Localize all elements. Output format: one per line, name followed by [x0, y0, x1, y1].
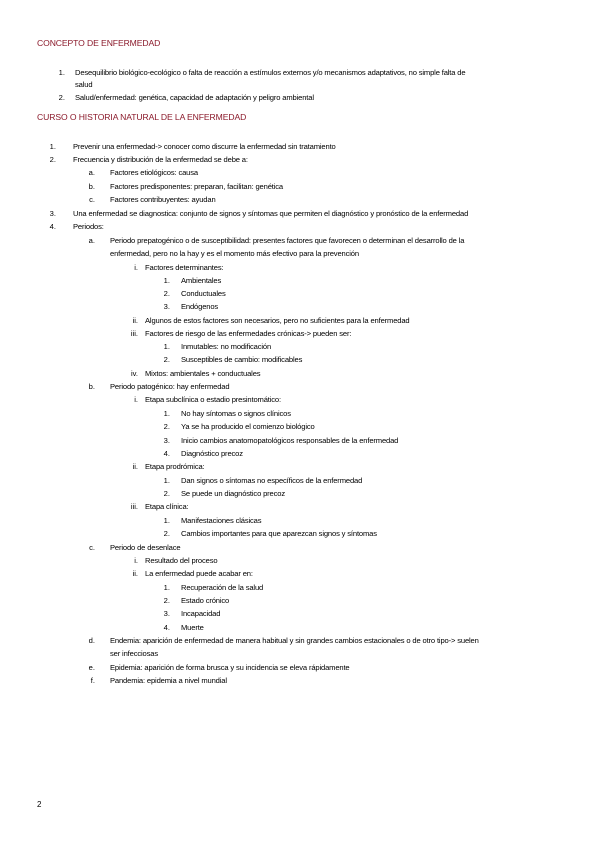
- list-marker: e.: [88, 663, 95, 672]
- list-marker: 2.: [163, 596, 170, 605]
- list-item: Recuperación de la salud: [181, 583, 264, 592]
- list-marker: 2.: [163, 529, 170, 538]
- list-item: Una enfermedad se diagnostica: conjunto de signos y síntomas que permiten el diagnóstico y pronóstico de la enfermedad: [73, 209, 469, 218]
- list-marker: 1.: [163, 516, 170, 525]
- list-item: Endemia: aparición de enfermedad de manera habitual y sin grandes cambios estacionales o de otro tipo-> suelen: [110, 636, 479, 645]
- list-item: Factores contribuyentes: ayudan: [110, 195, 216, 204]
- list-item: Periodos:: [73, 222, 104, 231]
- list-item-continuation: enfermedad, pero no la hay y es el momento más efectivo para la prevención: [110, 249, 359, 258]
- list-marker: iii.: [130, 502, 138, 511]
- list-marker: 1.: [163, 342, 170, 351]
- list-item-continuation: ser infecciosas: [110, 649, 158, 658]
- list-item: Desequilibrio biológico-ecológico o falta de reacción a estímulos externos y/o mecanismos adaptativos, no simple falta de: [75, 68, 466, 77]
- list-item: Dan signos o síntomas no específicos de la enfermedad: [181, 476, 363, 485]
- list-marker: 4.: [163, 449, 170, 458]
- list-marker: 2.: [163, 422, 170, 431]
- list-marker: 2.: [58, 93, 65, 102]
- list-marker: a.: [88, 168, 95, 177]
- list-item: Ya se ha producido el comienzo biológico: [181, 422, 315, 431]
- list-item: Conductuales: [181, 289, 226, 298]
- list-item: Frecuencia y distribución de la enfermedad se debe a:: [73, 155, 248, 164]
- list-item: Etapa prodrómica:: [145, 462, 205, 471]
- list-marker: 4.: [163, 623, 170, 632]
- list-item: Resultado del proceso: [145, 556, 218, 565]
- list-marker: 1.: [163, 583, 170, 592]
- list-item: Inicio cambios anatomopatológicos responsables de la enfermedad: [181, 436, 399, 445]
- list-item: Muerte: [181, 623, 204, 632]
- list-marker: 4.: [49, 222, 56, 231]
- list-item: No hay síntomas o signos clínicos: [181, 409, 291, 418]
- list-marker: 1.: [49, 142, 56, 151]
- list-marker: 3.: [49, 209, 56, 218]
- list-marker: iii.: [130, 329, 138, 338]
- list-item: Periodo de desenlace: [110, 543, 181, 552]
- list-item: Etapa clínica:: [145, 502, 189, 511]
- list-marker: c.: [89, 543, 95, 552]
- list-marker: 3.: [163, 609, 170, 618]
- list-item-continuation: salud: [75, 80, 93, 89]
- section-title-curso: CURSO O HISTORIA NATURAL DE LA ENFERMEDAD: [37, 112, 247, 122]
- list-item: Epidemia: aparición de forma brusca y su incidencia se eleva rápidamente: [110, 663, 350, 672]
- list-marker: i.: [134, 395, 138, 404]
- list-marker: ii.: [132, 569, 138, 578]
- list-marker: 1.: [163, 276, 170, 285]
- list-item: Estado crónico: [181, 596, 230, 605]
- list-marker: 1.: [163, 476, 170, 485]
- list-item: Prevenir una enfermedad-> conocer como discurre la enfermedad sin tratamiento: [73, 142, 336, 151]
- list-item: Pandemia: epidemia a nivel mundial: [110, 676, 227, 685]
- list-marker: ii.: [132, 462, 138, 471]
- list-marker: 2.: [163, 355, 170, 364]
- list-marker: 2.: [163, 489, 170, 498]
- list-marker: i.: [134, 263, 138, 272]
- list-item: Factores determinantes:: [145, 263, 224, 272]
- list-marker: 1.: [163, 409, 170, 418]
- list-marker: f.: [90, 676, 95, 685]
- list-item: Incapacidad: [181, 609, 221, 618]
- section-title-concepto: CONCEPTO DE ENFERMEDAD: [37, 38, 161, 48]
- list-marker: 3.: [163, 436, 170, 445]
- list-item: Factores de riesgo de las enfermedades crónicas-> pueden ser:: [145, 329, 352, 338]
- list-item: Factores etiológicos: causa: [110, 168, 198, 177]
- list-marker: iv.: [130, 369, 138, 378]
- page-number: 2: [37, 800, 42, 809]
- list-item: Cambios importantes para que aparezcan signos y síntomas: [181, 529, 377, 538]
- list-item: Diagnóstico precoz: [181, 449, 243, 458]
- list-marker: d.: [88, 636, 95, 645]
- list-item: Mixtos: ambientales + conductuales: [145, 369, 261, 378]
- list-item: Endógenos: [181, 302, 219, 311]
- list-item: Factores predisponentes: preparan, facilitan: genética: [110, 182, 283, 191]
- list-marker: b.: [88, 382, 95, 391]
- list-item: Etapa subclínica o estadio presintomático:: [145, 395, 281, 404]
- list-marker: 2.: [163, 289, 170, 298]
- list-item: Inmutables: no modificación: [181, 342, 272, 351]
- list-marker: 2.: [49, 155, 56, 164]
- list-marker: i.: [134, 556, 138, 565]
- list-marker: b.: [88, 182, 95, 191]
- list-item: Se puede un diagnóstico precoz: [181, 489, 286, 498]
- list-item: Algunos de estos factores son necesarios, pero no suficientes para la enfermedad: [145, 316, 410, 325]
- list-marker: a.: [88, 236, 95, 245]
- list-marker: c.: [89, 195, 95, 204]
- list-item: Periodo prepatogénico o de susceptibilidad: presentes factores que favorecen o determinan el desarrollo de la: [110, 236, 465, 245]
- list-marker: ii.: [132, 316, 138, 325]
- list-item: Ambientales: [181, 276, 222, 285]
- list-marker: 3.: [163, 302, 170, 311]
- list-item: Susceptibles de cambio: modificables: [181, 355, 303, 364]
- list-marker: 1.: [58, 68, 65, 77]
- list-item: Manifestaciones clásicas: [181, 516, 262, 525]
- list-item: Periodo patogénico: hay enfermedad: [110, 382, 230, 391]
- list-item: Salud/enfermedad: genética, capacidad de adaptación y peligro ambiental: [75, 93, 314, 102]
- list-item: La enfermedad puede acabar en:: [145, 569, 253, 578]
